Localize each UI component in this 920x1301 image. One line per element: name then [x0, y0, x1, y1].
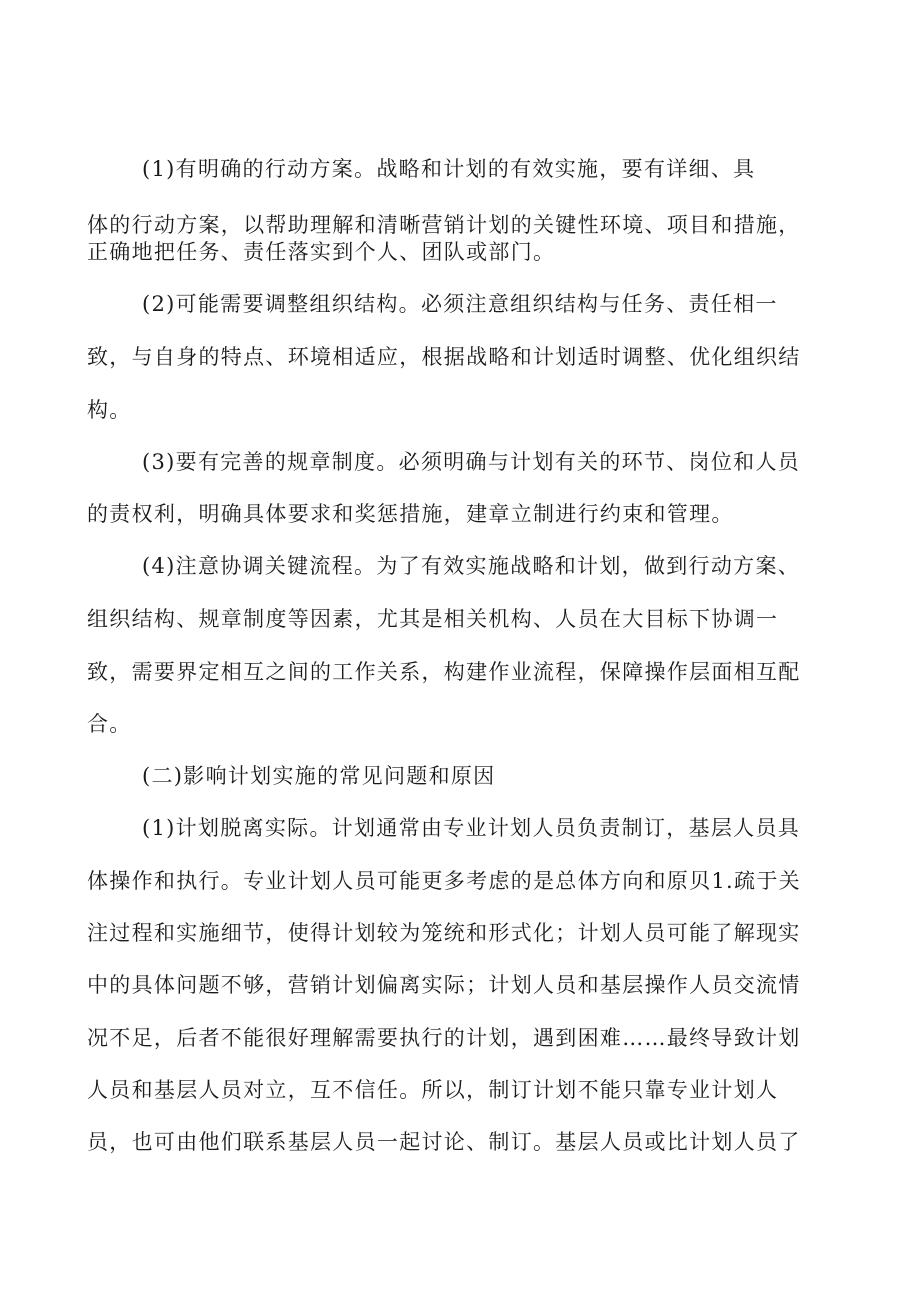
paragraph-4-line-4: 合。 — [87, 712, 132, 736]
paragraph-5-line-6: 人员和基层人员对立，互不信任。所以，制订计划不能只靠专业计划人 — [87, 1078, 779, 1102]
paragraph-5-line-1: (1)计划脱离实际。计划通常由专业计划人员负责制订，基层人员具 — [142, 816, 801, 840]
paragraph-5-line-5: 况不足，后者不能很好理解需要执行的计划，遇到困难……最终导致计划 — [87, 1026, 801, 1050]
paragraph-1-line-1: (1)有明确的行动方案。战略和计划的有效实施，要有详细、具 — [142, 157, 756, 181]
paragraph-2-line-3: 构。 — [87, 398, 132, 422]
paragraph-2-line-2: 致，与自身的特点、环境相适应，根据战略和计划适时调整、优化组织结 — [87, 345, 801, 369]
paragraph-4-line-3: 致，需要界定相互之间的工作关系，构建作业流程，保障操作层面相互配 — [87, 660, 801, 684]
paragraph-3-line-1: (3)要有完善的规章制度。必须明确与计划有关的环节、岗位和人员 — [142, 450, 801, 474]
section-heading: (二)影响计划实施的常见问题和原因 — [142, 764, 496, 788]
paragraph-4-line-2: 组织结构、规章制度等因素，尤其是相关机构、人员在大目标下协调一 — [87, 607, 779, 631]
paragraph-5-line-3: 注过程和实施细节，使得计划较为笼统和形式化；计划人员可能了解现实 — [87, 921, 801, 945]
paragraph-1-line-3: 正确地把任务、责任落实到个人、团队或部门。 — [87, 240, 556, 264]
paragraph-4-line-1: (4)注意协调关键流程。为了有效实施战略和计划，做到行动方案、 — [142, 554, 801, 578]
paragraph-5-line-2: 体操作和执行。专业计划人员可能更多考虑的是总体方向和原贝1.疏于关 — [87, 869, 801, 893]
paragraph-2-line-1: (2)可能需要调整组织结构。必须注意组织结构与任务、责任相一 — [142, 292, 778, 316]
paragraph-3-line-2: 的责权利，明确具体要求和奖惩措施，建章立制进行约束和管理。 — [87, 502, 734, 526]
paragraph-5-line-4: 中的具体问题不够，营销计划偏离实际；计划人员和基层操作人员交流情 — [87, 973, 801, 997]
paragraph-5-line-7: 员，也可由他们联系基层人员一起讨论、制订。基层人员或比计划人员了 — [87, 1130, 801, 1154]
paragraph-1-line-2: 体的行动方案，以帮助理解和清晰营销计划的关键性环境、项目和措施， — [87, 213, 801, 237]
